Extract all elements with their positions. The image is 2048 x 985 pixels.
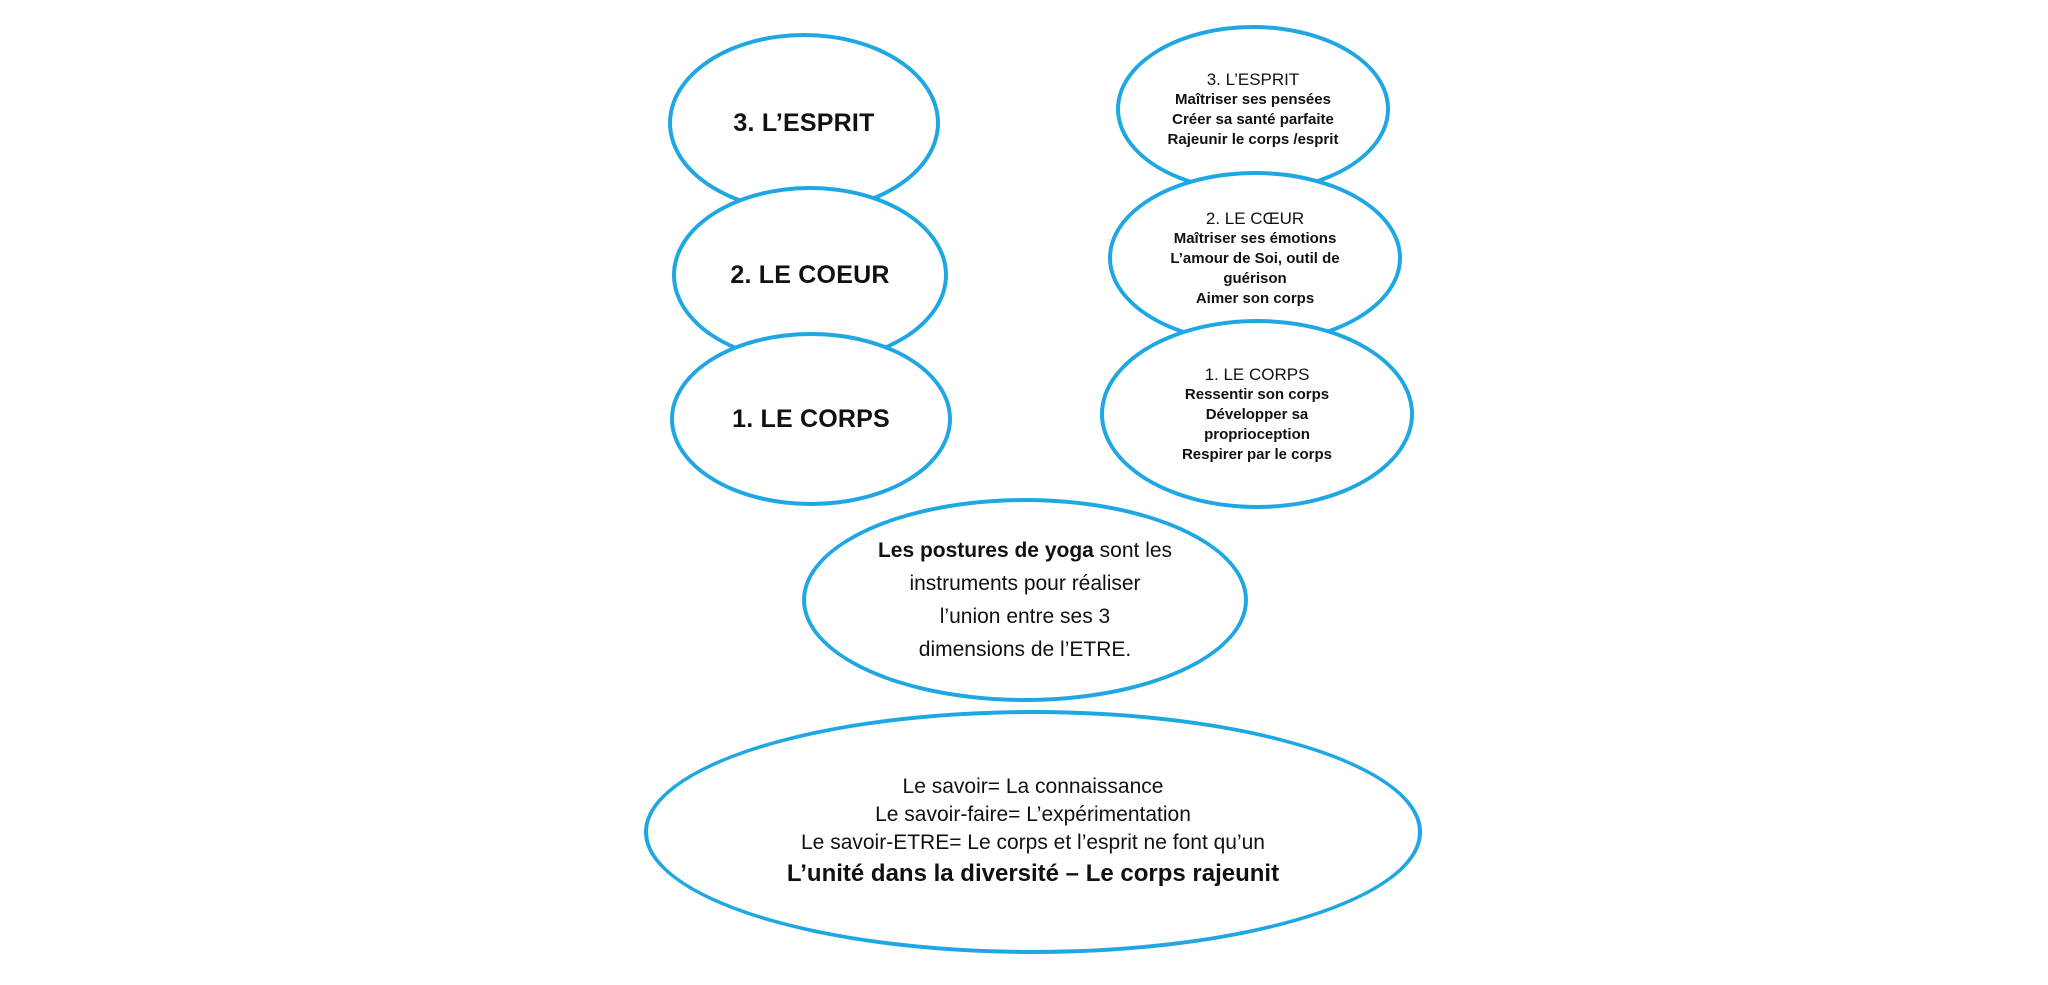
right-coeur-line: Maîtriser ses émotions [1173, 229, 1337, 247]
right-esprit-title: 3. L’ESPRIT [1206, 69, 1300, 89]
right-coeur-title: 2. LE CŒUR [1205, 208, 1305, 228]
center-line-2: instruments pour réaliser [909, 572, 1141, 595]
right-coeur-line: L’amour de Soi, outil de [1170, 249, 1340, 267]
left-coeur-label: 2. LE COEUR [730, 260, 890, 289]
bottom-bold-line: L’unité dans la diversité – Le corps rajeunit [786, 860, 1280, 887]
right-esprit-line: Créer sa santé parfaite [1172, 110, 1334, 128]
center-line-4: dimensions de l’ETRE. [918, 638, 1132, 661]
bottom-ellipse-savoir [644, 710, 1422, 954]
left-esprit-label: 3. L’ESPRIT [733, 108, 875, 137]
right-ellipse-esprit [1116, 25, 1390, 193]
center-bold-text: Les postures de yoga [877, 539, 1094, 562]
right-coeur-line: guérison [1223, 269, 1287, 287]
right-esprit-line: Rajeunir le corps /esprit [1167, 130, 1339, 148]
left-ellipse-corps [670, 332, 952, 506]
bottom-line-2: Le savoir-faire= L’expérimentation [875, 803, 1191, 826]
center-ellipse-postures [802, 498, 1248, 702]
center-line-1-rest: sont les [1093, 539, 1173, 562]
right-corps-line: Développer sa [1205, 405, 1309, 423]
right-corps-line: Ressentir son corps [1184, 385, 1330, 403]
left-corps-label: 1. LE CORPS [732, 404, 890, 433]
center-line-3: l’union entre ses 3 [939, 605, 1111, 628]
right-corps-title: 1. LE CORPS [1204, 364, 1310, 384]
right-esprit-line: Maîtriser ses pensées [1175, 90, 1331, 108]
bottom-line-3: Le savoir-ETRE= Le corps et l’esprit ne font qu’un [801, 831, 1265, 854]
right-coeur-line: Aimer son corps [1195, 289, 1315, 307]
right-ellipse-corps [1100, 319, 1414, 509]
right-corps-line: Respirer par le corps [1181, 445, 1333, 463]
bottom-line-1: Le savoir= La connaissance [902, 775, 1164, 798]
center-line-1 [878, 534, 1172, 567]
right-corps-line: proprioception [1204, 425, 1310, 443]
